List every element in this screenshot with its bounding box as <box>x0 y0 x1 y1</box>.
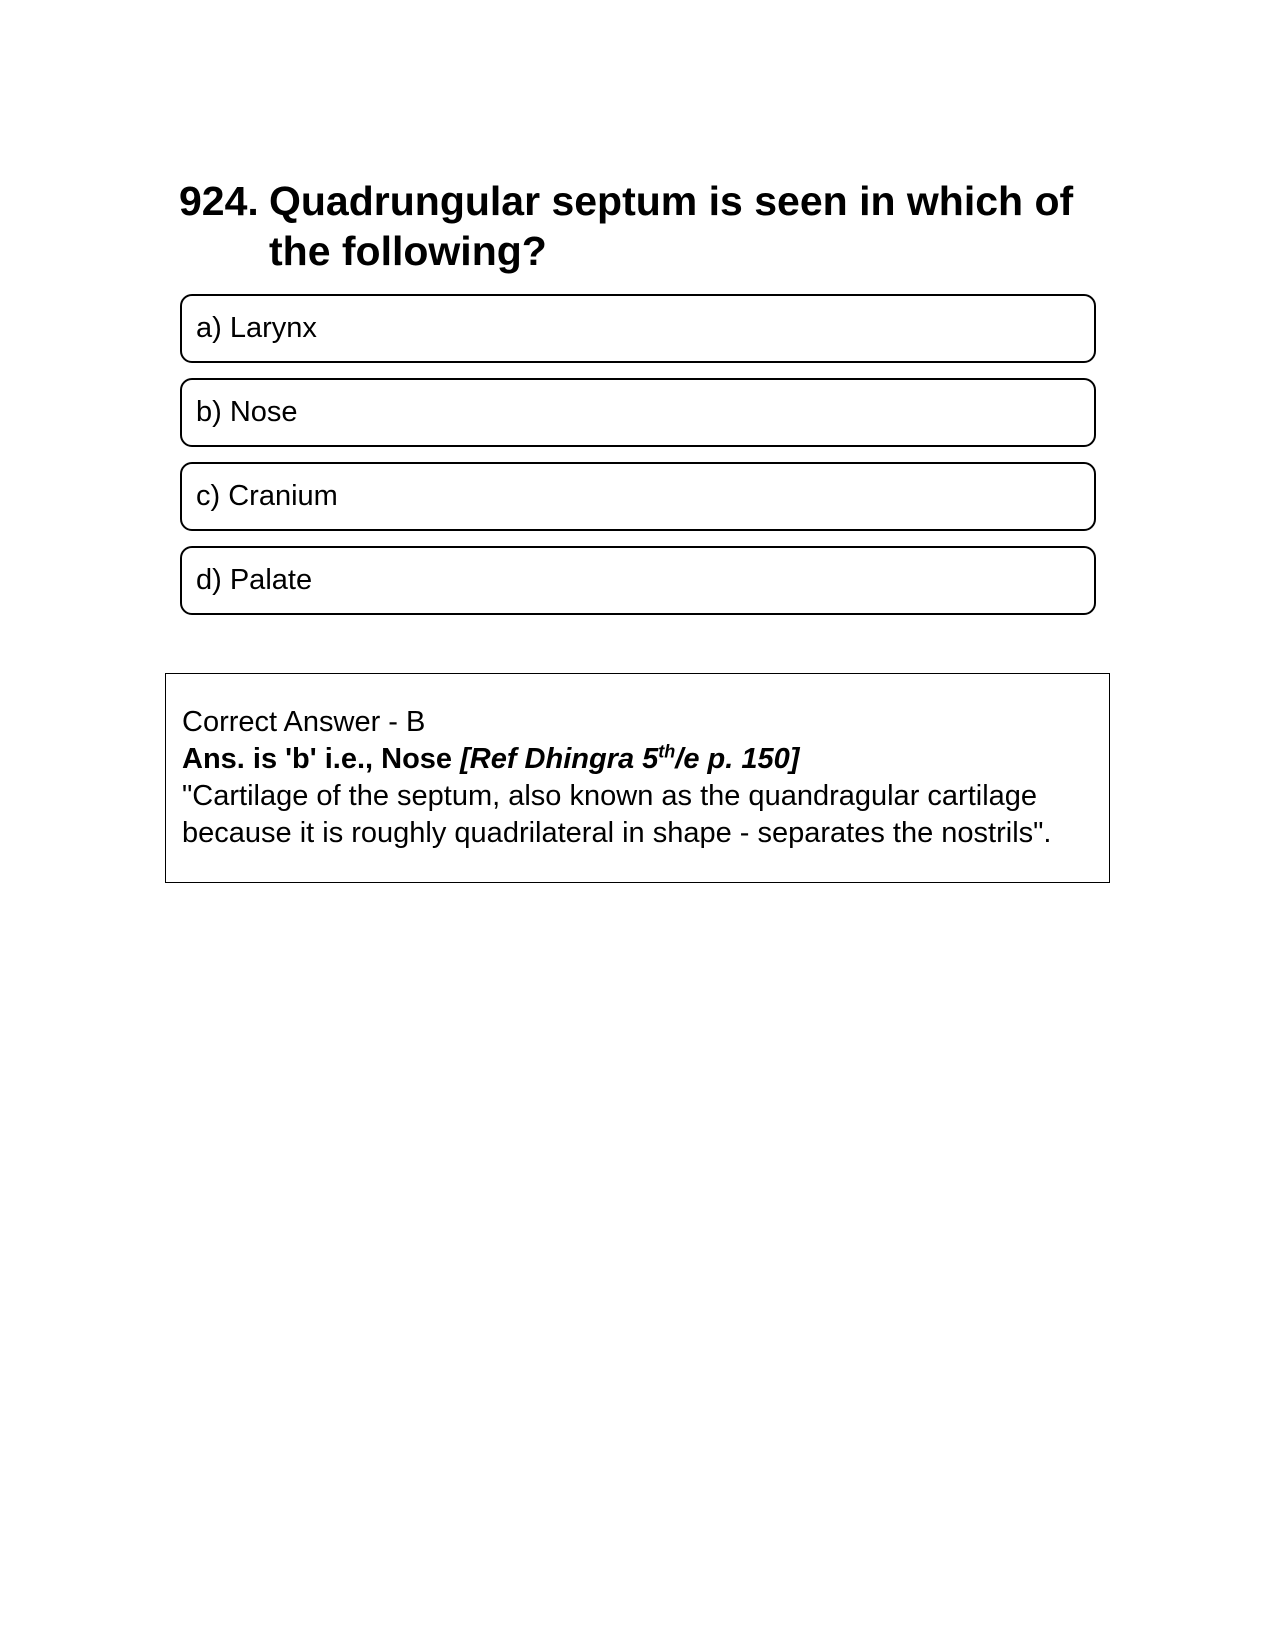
reference-superscript: th <box>658 741 676 762</box>
correct-answer: Correct Answer - B <box>182 706 426 738</box>
reference-main: [Ref Dhingra 5 <box>460 743 659 775</box>
option-d-label: d) Palate <box>196 564 313 596</box>
option-d[interactable] <box>180 546 1096 615</box>
option-b[interactable] <box>180 378 1096 447</box>
answer-box <box>165 673 1110 883</box>
option-a-label: a) Larynx <box>196 312 317 344</box>
answer-reference-line <box>182 741 1095 778</box>
reference-tail: /e p. 150] <box>675 743 800 775</box>
question-text: Quadrungular septum is seen in which of the following? <box>269 178 1074 274</box>
option-a[interactable] <box>180 294 1096 363</box>
reference-citation <box>460 743 799 775</box>
option-c[interactable] <box>180 462 1096 531</box>
option-b-label: b) Nose <box>196 396 298 428</box>
question-number: 924. <box>179 178 259 224</box>
option-c-label: c) Cranium <box>196 480 338 512</box>
answer-statement: Ans. is 'b' i.e., Nose <box>182 743 461 775</box>
question-heading <box>179 176 1109 276</box>
explanation-text: "Cartilage of the septum, also known as the quandragular cartilage because it is roughly quadrilateral in shape - separates the nostrils". <box>182 780 1052 849</box>
options-list <box>180 294 1096 630</box>
